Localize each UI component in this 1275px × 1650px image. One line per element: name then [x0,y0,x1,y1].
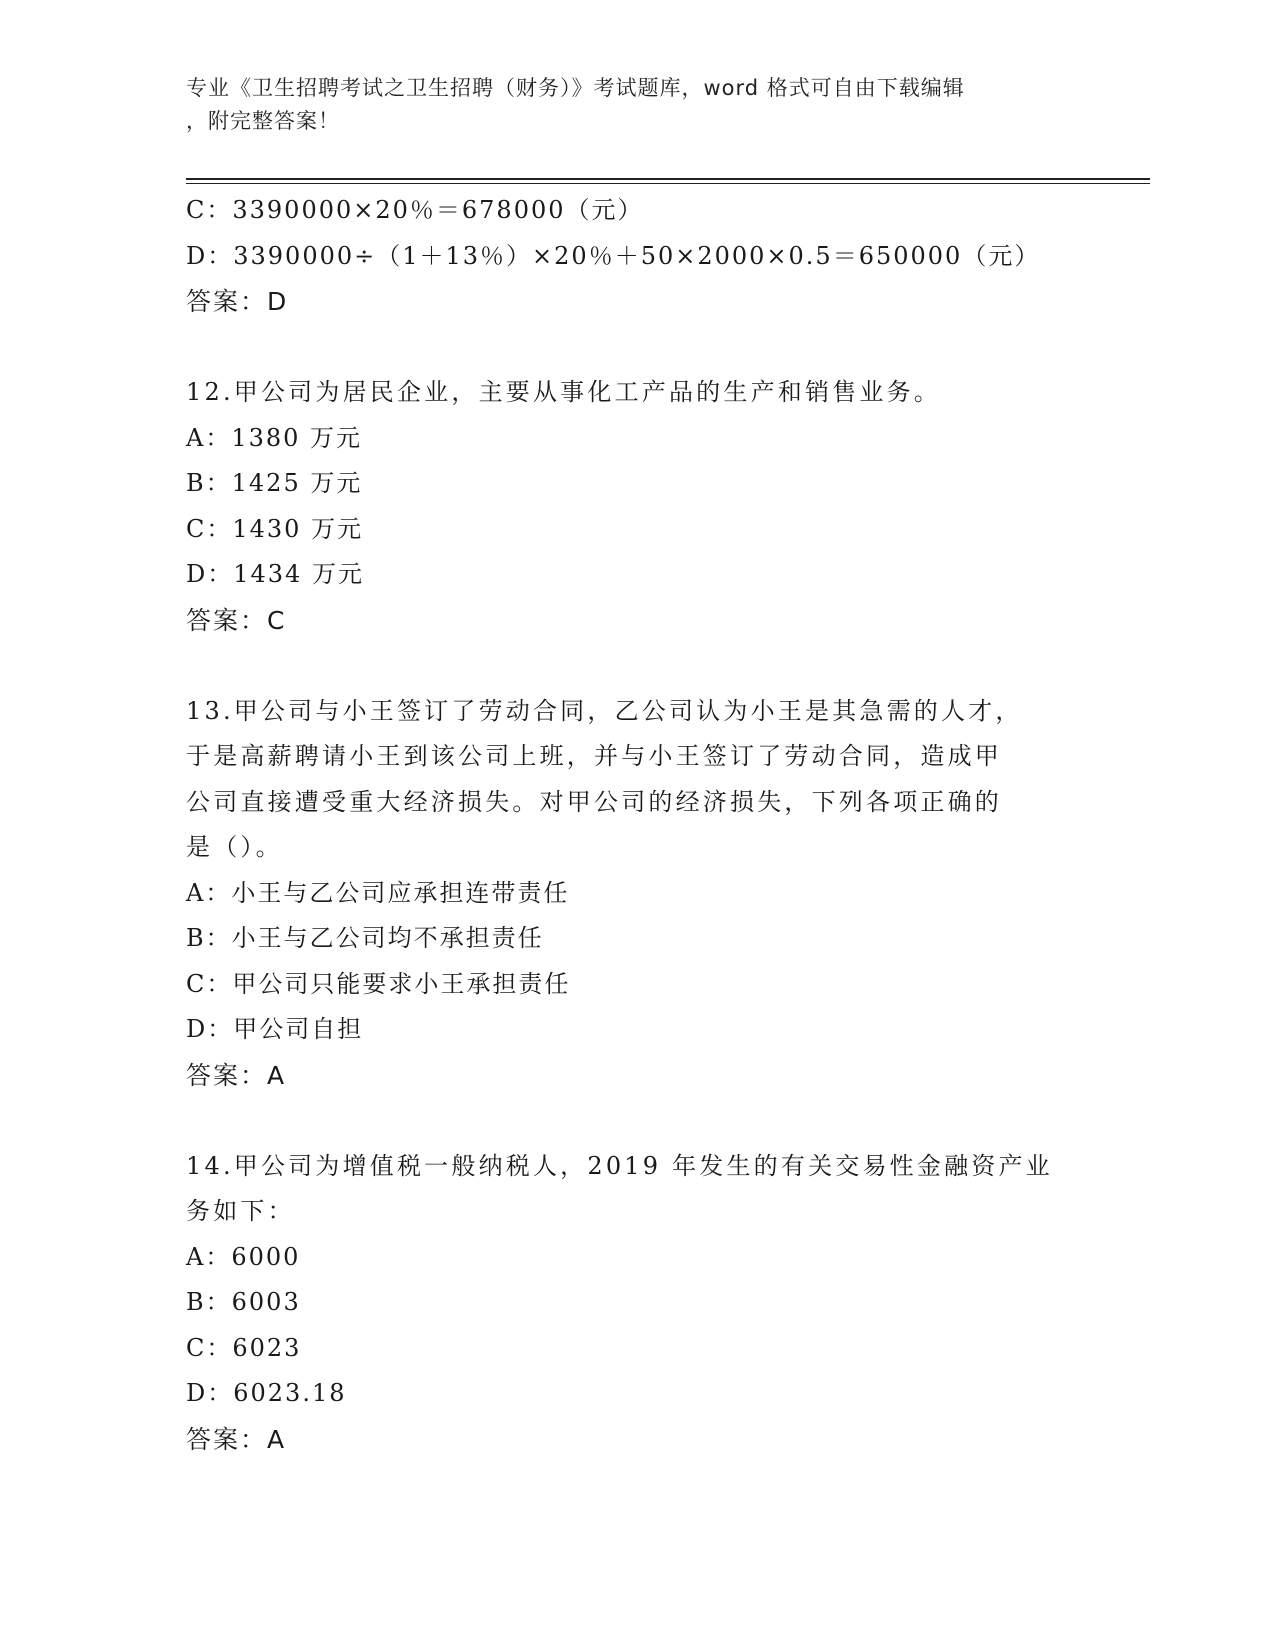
answer: 答案：C [186,605,287,635]
header-line-1: 专业《卫生招聘考试之卫生招聘（财务）》考试题库，word 格式可自由下载编辑 [186,76,965,100]
option-d: D：6023.18 [186,1379,347,1407]
page-header [186,72,1066,138]
option-b: B：6003 [186,1288,301,1316]
header-rule-thick [186,178,1150,180]
question-stem-line: 务如下： [186,1197,295,1225]
question-stem-line: 14.甲公司为增值税一般纳税人，2019 年发生的有关交易性金融资产业 [186,1151,1053,1180]
answer: 答案：D [186,287,289,316]
option-c: C：1430 万元 [186,514,364,543]
option-c: C：3390000×20％＝678000（元） [186,196,644,224]
option-c: C：甲公司只能要求小王承担责任 [186,969,571,998]
option-b: B：小王与乙公司均不承担责任 [186,924,544,952]
answer: 答案：A [186,1424,287,1454]
question-stem-line: 于是高薪聘请小王到该公司上班，并与小王签订了劳动合同，造成甲 [186,742,1002,770]
option-d: D：3390000÷（1＋13％）×20％＋50×2000×0.5＝650000（元） [186,241,1041,270]
document-body [186,188,1086,1462]
question-12 [186,370,1086,643]
spacer [186,1098,1086,1144]
option-a: A：1380 万元 [186,423,363,452]
option-d: D：1434 万元 [186,560,364,588]
spacer [186,325,1086,371]
question-stem-line: 13.甲公司与小王签订了劳动合同，乙公司认为小王是其急需的人才， [186,696,1023,725]
option-c: C：6023 [186,1333,302,1362]
option-b: B：1425 万元 [186,469,363,497]
option-d: D：甲公司自担 [186,1015,364,1043]
question-13 [186,689,1086,1099]
question-stem-line: 12.甲公司为居民企业，主要从事化工产品的生产和销售业务。 [186,378,941,406]
question-stem-line: 公司直接遭受重大经济损失。对甲公司的经济损失，下列各项正确的 [186,787,1002,816]
question-14 [186,1144,1086,1463]
answer: 答案：A [186,1060,287,1090]
option-a: A：6000 [186,1242,301,1271]
header-rule-thin [186,183,1150,184]
question-11-tail [186,188,1086,325]
header-line-2: ，附完整答案！ [186,109,340,133]
spacer [186,643,1086,689]
question-stem-line: 是（）。 [186,833,283,861]
option-a: A：小王与乙公司应承担连带责任 [186,878,570,907]
